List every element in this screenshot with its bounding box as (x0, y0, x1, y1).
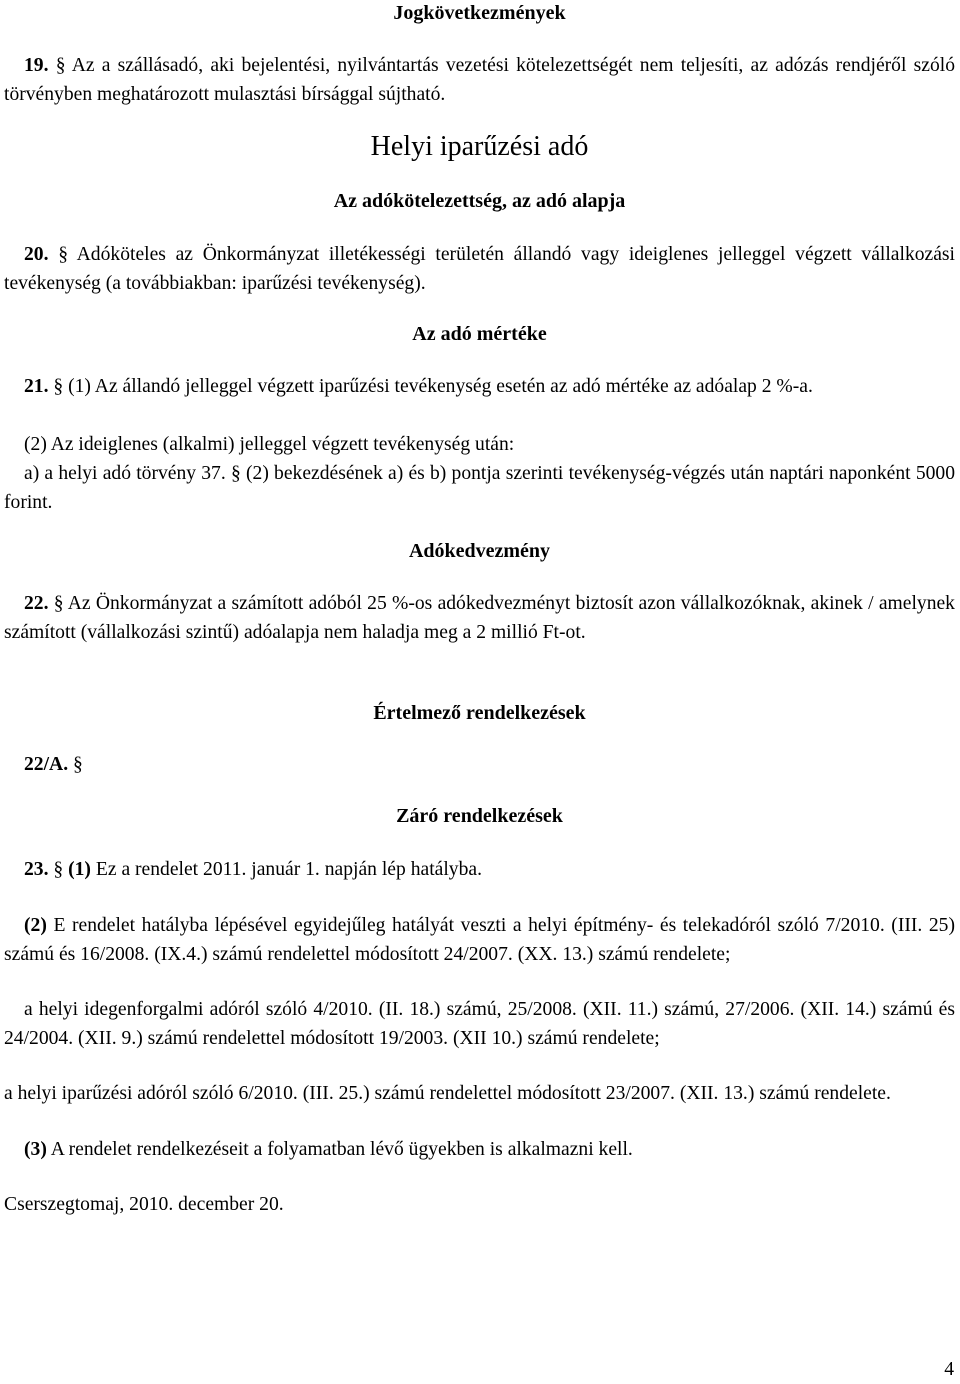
paragraph-23-3 (4, 1135, 955, 1164)
section-23-2-line3-text: a helyi iparűzési adóról szóló 6/2010. (III. 25.) számú rendelettel módosított 23/2007. (XII. 13.) számú rendelete. (4, 1083, 891, 1104)
title-helyi-iparuzesi-ado: Helyi iparűzési adó (370, 131, 589, 162)
subsection-number: (2) (24, 915, 47, 936)
paragraph-21-2-a (4, 459, 955, 517)
point-a-text: a) a helyi adó törvény 37. (24, 463, 226, 484)
heading-ado-merteke: Az adó mértéke (412, 323, 547, 345)
section-23-3-text: A rendelet rendelkezéseit a folyamatban lévő ügyekben is alkalmazni kell. (50, 1139, 633, 1160)
section-number-19: 19. (24, 55, 49, 76)
place-and-date: Cserszegtomaj, 2010. december 20. (4, 1194, 284, 1215)
paragraph-23-2-line3 (4, 1079, 955, 1108)
page-number: 4 (944, 1359, 954, 1380)
paragraph-23-2-line2 (4, 995, 955, 1053)
section-number-21: 21. (24, 376, 49, 397)
section-23-2-text: E rendelet hatályba lépésével egyidejűleg hatályát veszti a helyi építmény- és telekadóról szóló 7/2010. (III. 25) számú és 16/2008. (IX.4.) számú rendelettel módosított 24/2007. (XX. 13.) számú rendelete; (4, 915, 955, 965)
heading-adokedvezmeny: Adókedvezmény (408, 540, 551, 562)
section-sign: § (53, 593, 64, 614)
point-a-text-cont: (2) bekezdésének a) és b) pontja szerinti tevékenység-végzés után naptári naponként 5000 forint. (4, 463, 956, 513)
heading-ertelmezo-rendelkezesek: Értelmező rendelkezések (373, 702, 586, 724)
subsection-number: (3) (24, 1139, 47, 1160)
paragraph-23-1 (4, 855, 955, 884)
section-20-text: Adóköteles az Önkormányzat illetékességi területén állandó vagy ideiglenes jelleggel végzett vállalkozási tevékenység (a továbbiakban: iparűzési tevékenység). (4, 244, 956, 294)
paragraph-19 (4, 51, 955, 109)
section-23-2-line2-text: a helyi idegenforgalmi adóról szóló 4/2010. (II. 18.) számú, 25/2008. (XII. 11.) számú, 27/2006. (XII. 14.) számú és 24/2004. (XII. 9.) számú rendelettel módosított 19/2003. (XII 10.) számú rendelete; (4, 999, 955, 1049)
section-19-text: Az a szállásadó, aki bejelentési, nyilvántartás vezetési kötelezettségét nem teljesíti, az adózás rendjéről szóló törvényben meghatározott mulasztási bírsággal sújtható. (4, 55, 955, 105)
subsection-number: (1) (68, 376, 91, 397)
paragraph-23-2 (4, 911, 955, 969)
paragraph-22 (4, 589, 955, 647)
section-22-text: Az Önkormányzat a számított adóból 25 %-os adókedvezményt biztosít azon vállalkozóknak, akinek / amelynek számított (vállalkozási szintű) adóalapja nem haladja meg a 2 millió Ft-ot. (4, 593, 955, 643)
paragraph-21-1 (4, 372, 955, 401)
section-23-1-text: Ez a rendelet 2011. január 1. napján lép hatályba. (95, 859, 482, 880)
heading-jogkovetkezmenyek: Jogkövetkezmények (393, 2, 566, 24)
section-number-20: 20. (24, 244, 49, 265)
section-sign: § (55, 55, 66, 76)
section-21-2-text: Az ideiglenes (alkalmi) jelleggel végzett tevékenység után: (50, 434, 515, 455)
paragraph-22a (4, 750, 955, 779)
section-number-23: 23. (24, 859, 49, 880)
paragraph-20 (4, 240, 955, 298)
paragraph-21-2 (4, 430, 955, 459)
heading-zaro-rendelkezesek: Záró rendelkezések (396, 805, 563, 827)
section-sign: § (53, 859, 64, 880)
section-21-1-text: Az állandó jelleggel végzett iparűzési tevékenység esetén az adó mértéke az adóalap 2 %-a. (94, 376, 813, 397)
section-number-22: 22. (24, 593, 49, 614)
subsection-number: (1) (68, 859, 91, 880)
section-number-22a: 22/A. (24, 754, 69, 775)
section-sign: § (53, 376, 64, 397)
heading-adokotelezettseg: Az adókötelezettség, az adó alapja (333, 190, 626, 212)
section-sign: § (230, 463, 241, 484)
section-sign: § (73, 754, 83, 775)
section-sign: § (58, 244, 69, 265)
subsection-number: (2) (24, 434, 47, 455)
